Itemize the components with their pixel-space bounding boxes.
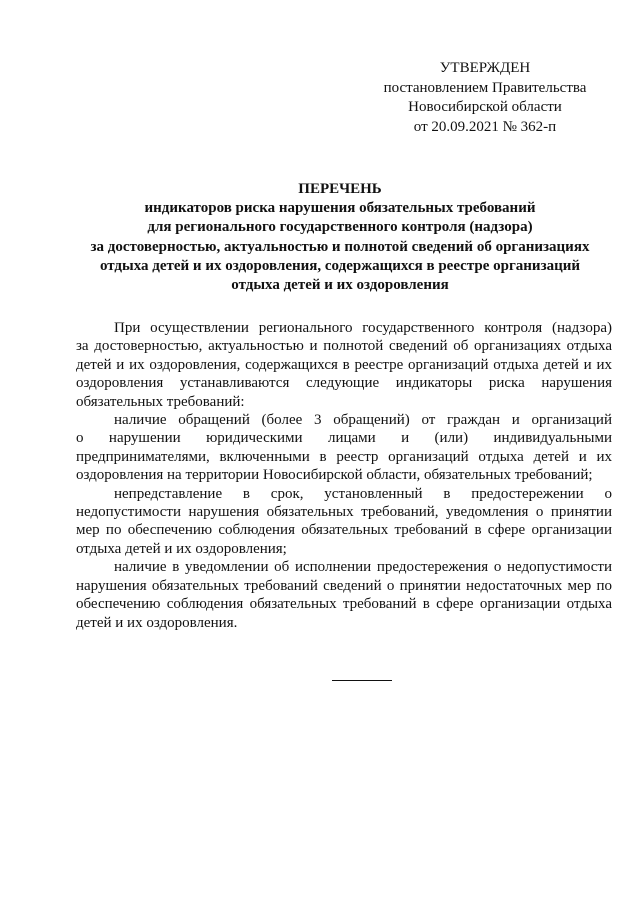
body-line: недопустимости нарушения обязательных требований, уведомления о принятии (76, 504, 612, 521)
body-line: предпринимателями, включенными в реестр организаций отдыха детей и их (76, 448, 612, 465)
body-line: нарушения обязательных требований сведений о принятии недостаточных мер по (76, 577, 612, 594)
approval-date-number: от 20.09.2021 № 362-п (413, 118, 557, 135)
approval-stamp (380, 59, 590, 137)
title-line: для регионального государственного контроля (надзора) (147, 219, 533, 236)
body-line: оздоровления устанавливаются следующие индикаторы риска нарушения (76, 375, 612, 392)
title-line: отдыха детей и их оздоровления (231, 277, 449, 294)
body-line: о нарушении юридическими лицами и (или) индивидуальными (76, 430, 612, 447)
body-line: наличие обращений (более 3 обращений) от граждан и организаций (114, 412, 612, 429)
body-line: наличие в уведомлении об исполнении предостережения о недопустимости (114, 559, 612, 576)
body-line: отдыха детей и их оздоровления; (76, 540, 287, 557)
approval-issuer: постановлением Правительства (383, 79, 587, 96)
body-line: При осуществлении регионального государственного контроля (надзора) (114, 320, 612, 336)
document-title (60, 180, 620, 295)
title-line: отдыха детей и их оздоровления, содержащихся в реестре организаций (99, 257, 581, 274)
title-line: за достоверностью, актуальностью и полнотой сведений об организациях (90, 238, 590, 255)
title-line: ПЕРЕЧЕНЬ (298, 181, 382, 197)
body-line: обеспечению соблюдения обязательных требований в сфере организации отдыха (76, 596, 612, 613)
document-body (76, 319, 612, 632)
end-divider (332, 680, 392, 681)
body-line: за достоверностью, актуальностью и полнотой сведений об организациях отдыха (76, 338, 612, 355)
title-line: индикаторов риска нарушения обязательных требований (144, 200, 536, 217)
approval-heading: УТВЕРЖДЕН (439, 60, 531, 76)
approval-region: Новосибирской области (408, 99, 562, 115)
body-line: обязательных требований: (76, 393, 245, 410)
body-line: оздоровления на территории Новосибирской области, обязательных требований; (76, 467, 593, 484)
body-line: мер по обеспечению соблюдения обязательных требований в сфере организации (76, 522, 612, 539)
body-line: детей и их оздоровления, содержащихся в реестре организаций отдыха детей и их (76, 356, 612, 373)
body-line: детей и их оздоровления. (76, 614, 238, 631)
body-line: непредставление в срок, установленный в предостережении о (114, 485, 612, 502)
